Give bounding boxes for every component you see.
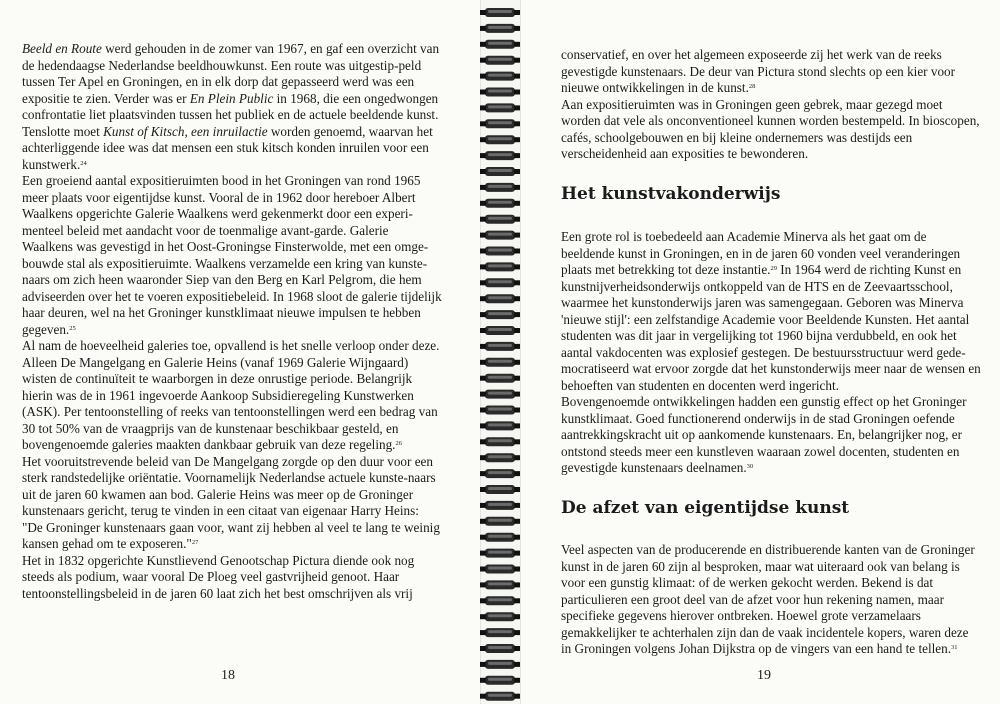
coil-loop [480, 167, 520, 176]
coil-loop [480, 40, 520, 49]
text-run: in 1968, die een ongedwongen confrontatie liet plaatsvinden tussen het publiek en de actuele beeldende kunst. Tenslotte moet [22, 90, 439, 139]
coil-loop [480, 692, 520, 701]
coil-loop [480, 103, 520, 112]
text-run: Bovengenoemde ontwikkelingen hadden een gunstig effect op het Groninger kunstklimaat. Goed functionerend onderwijs in de stad Groningen oefende aantrekkingskracht uit op aankomende kunstenaars. En, belangrijker nog, er ontstond steeds meer een kunstleven waaraan zowel docenten, studenten en gevestigde kunstenaars deelnamen. [561, 394, 967, 475]
coil-loop [480, 342, 520, 351]
paragraph [22, 41, 442, 173]
coil-loop [480, 501, 520, 510]
page-number: 18 [221, 668, 235, 683]
coil-loop [480, 247, 520, 256]
coil-loop [480, 56, 520, 65]
coil-loop [480, 183, 520, 192]
paragraph [561, 542, 981, 658]
text-run: Veel aspecten van de producerende en distribuerende kanten van de Groninger kunst in de jaren 60 zijn al besproken, maar wat uiteraard ook van belang is voor een gunstig klimaat: of de werken gekocht werden. Bekend is dat particulieren een groot deel van de afzet voor hun rekening namen, maar specifieke gegevens hierover ontbreken. Hoewel grote verzamelaars gemakkelijker te achterhalen zijn dan de vaak incidentele kopers, waren deze in Groningen volgens Johan Dijkstra op de vingers van een hand te tellen. [561, 542, 975, 656]
italic-title: Kunst of Kitsch, een inruilactie [103, 123, 268, 139]
coil-loop [480, 278, 520, 287]
footnote-ref: 30 [746, 463, 754, 470]
coil-loop [480, 644, 520, 653]
coil-loop [480, 517, 520, 526]
coil-loop [480, 262, 520, 271]
text-run: In 1964 werd de richting Kunst en kunstnijverheidsonderwijs ontkoppeld van de HTS en de Zeevaartsschool, waarmee het kunstonderwijs jaren was samengegaan. Geboren was Minerva 'nieuwe stijl': een zelfstandige Academie voor Beeldende Kunsten. Het aantal studenten was dit jaar in vergelijking tot 1960 bijna verdubbeld, en ook het aantal vakdocenten was explosief gestegen. De bestuursstructuur werd gede-mocratiseerd wat ervoor zorgde dat het kunstonderwijs meer naar de wensen en behoeften van studenten en docenten werd ingericht. [561, 262, 981, 393]
paragraph [561, 394, 981, 477]
italic-title: Beeld en Route [22, 41, 102, 56]
coil-loop [480, 437, 520, 446]
paragraph [22, 553, 442, 603]
coil-loop [480, 119, 520, 128]
text-run: Een groeiend aantal expositieruimten bood in het Groningen van rond 1965 meer plaats voor eigentijdse kunst. Vooral de in 1962 door hereboer Albert Waalkens opgerichte Galerie Waalkens werd gekenmerkt door een experi-menteel beleid met aandacht voor de toenmalige avant-garde. Galerie Waalkens was gevestigd in het Oost-Groningse Finsterwolde, met een omge-bouwde stal als expositieruimte. Waalkens verzamelde een kring van kunste-naars om zich heen waaronder Siep van den Berg en Karl Pelgrom, die hem adviseerden over het te voeren expositiebeleid. In 1968 sloot de galerie tijdelijk haar deuren, wel na het Groninger kunstklimaat nieuwe impulsen te hebben gegeven. [22, 173, 442, 337]
coil-loop [480, 390, 520, 399]
footnote-ref: 31 [951, 644, 958, 651]
coil-loop [480, 24, 520, 33]
text-run: Het vooruitstrevende beleid van De Mangelgang zorgde op den duur voor een sterk randstedelijke oriëntatie. Voornamelijk Nederlandse actuele kunste-naars uit de jaren 60 kwamen aan bod. Galerie Heins was meer op de Groninger kunstenaars gericht, terug te vinden in een citaat van eigenaar Harry Heins: "De Groninger kunstenaars gaan voor, want zij hebben al veel te lang te weinig kansen gehad om te exposeren." [22, 453, 440, 551]
left-page-body [22, 41, 442, 602]
coil-loop [480, 628, 520, 637]
coil-loop [480, 549, 520, 558]
right-page-body [561, 47, 981, 658]
coil-loop [480, 326, 520, 335]
text-run: werd gehouden in de zomer van 1967, en gaf een overzicht van de hedendaagse Nederlandse beeldhouwkunst. Een route was uitgestip-peld tussen Ter Apel en Groningen, en in elk dorp dat gepasseerd werd was een expositie te zien. Verder was er [22, 41, 440, 106]
coil-loop [480, 533, 520, 542]
italic-title: En Plein Public [189, 90, 274, 106]
coil-loop [480, 8, 520, 17]
coil-loop [480, 310, 520, 319]
text-run: Een grote rol is toebedeeld aan Academie Minerva als het gaat om de beeldende kunst in Groningen, en in de jaren 60 vonden veel veranderingen plaats met betrekking tot deze instantie. [561, 229, 961, 277]
coil-loop [480, 151, 520, 160]
coil-loop [480, 88, 520, 97]
coil-loop [480, 453, 520, 462]
text-run: worden genoemd, waarvan het achterliggende idee was dat mensen een stuk kitsch konden inruilen voor een kunstwerk. [22, 123, 433, 172]
coil-loop [480, 421, 520, 430]
coil-loop [480, 294, 520, 303]
coil-loop [480, 199, 520, 208]
text-run: Al nam de hoeveelheid galeries toe, opvallend is het snelle verloop onder deze. Alleen De Mangelgang en Galerie Heins (vanaf 1969 Galerie Wijngaard) wisten de continuïteit te waarborgen in deze onrustige periode. Belangrijk hierin was de in 1961 ingevoerde Aankoop Subsidieregeling Kunstwerken (ASK). Per tentoonstelling of reeks van tentoonstellingen werd een bedrag van 30 tot 50% van de vraagprijs van de kunstenaar beschikbaar gesteld, en bovengenoemde galeries maakten dankbaar gebruik van deze regeling. [22, 338, 440, 452]
section-heading: De afzet van eigentijdse kunst [561, 497, 850, 518]
footnote-ref: 26 [395, 440, 402, 447]
coil-loop [480, 374, 520, 383]
footnote-ref: 27 [191, 539, 199, 546]
coil-loop [480, 612, 520, 621]
spiral-coil-graphic [476, 0, 524, 704]
footnote-ref: 25 [69, 324, 76, 332]
coil-loop [480, 485, 520, 494]
coil-loop [480, 231, 520, 240]
paragraph [561, 47, 981, 97]
coil-loop [480, 580, 520, 589]
footnote-ref: 29 [770, 265, 777, 272]
paragraph [561, 97, 981, 163]
coil-loop [480, 72, 520, 81]
paragraph [22, 454, 442, 553]
text-run: Aan expositieruimten was in Groningen geen gebrek, maar gezegd moet worden dat vele als onconventioneel kunnen worden bestempeld. In bioscopen, cafés, schoolgebouwen en bij kleine ondernemers was destijds een verscheidenheid aan exposities te bewonderen. [561, 96, 980, 161]
page-number: 19 [757, 668, 771, 683]
coil-loop [480, 565, 520, 574]
text-run: conservatief, en over het algemeen exposeerde zij het werk van de reeks gevestigde kunstenaars. De deur van Pictura stond slechts op een kier voor nieuwe ontwikkelingen in de kunst. [561, 47, 956, 95]
coil-loop [480, 135, 520, 144]
text-run: Het in 1832 opgerichte Kunstlievend Genootschap Pictura diende ook nog steeds als podium, waar vooral De Ploeg veel gastvrijheid genoot. Haar tentoonstellingsbeleid in de jaren 60 laat zich het best omschrijven als vrij [22, 552, 415, 601]
paragraph [22, 173, 442, 338]
footnote-ref: 24 [80, 159, 87, 167]
coil-loop [480, 358, 520, 367]
coil-loop [480, 676, 520, 685]
spiral-binding [476, 0, 524, 704]
section-heading: Het kunstvakonderwijs [561, 183, 781, 204]
coil-loop [480, 596, 520, 605]
coil-loop [480, 215, 520, 224]
left-page [0, 0, 481, 704]
paragraph [22, 338, 442, 454]
right-page [520, 0, 1000, 704]
coil-loop [480, 469, 520, 478]
footnote-ref: 28 [748, 83, 756, 90]
paragraph [561, 229, 981, 394]
coil-loop [480, 406, 520, 415]
coil-loop [480, 660, 520, 669]
